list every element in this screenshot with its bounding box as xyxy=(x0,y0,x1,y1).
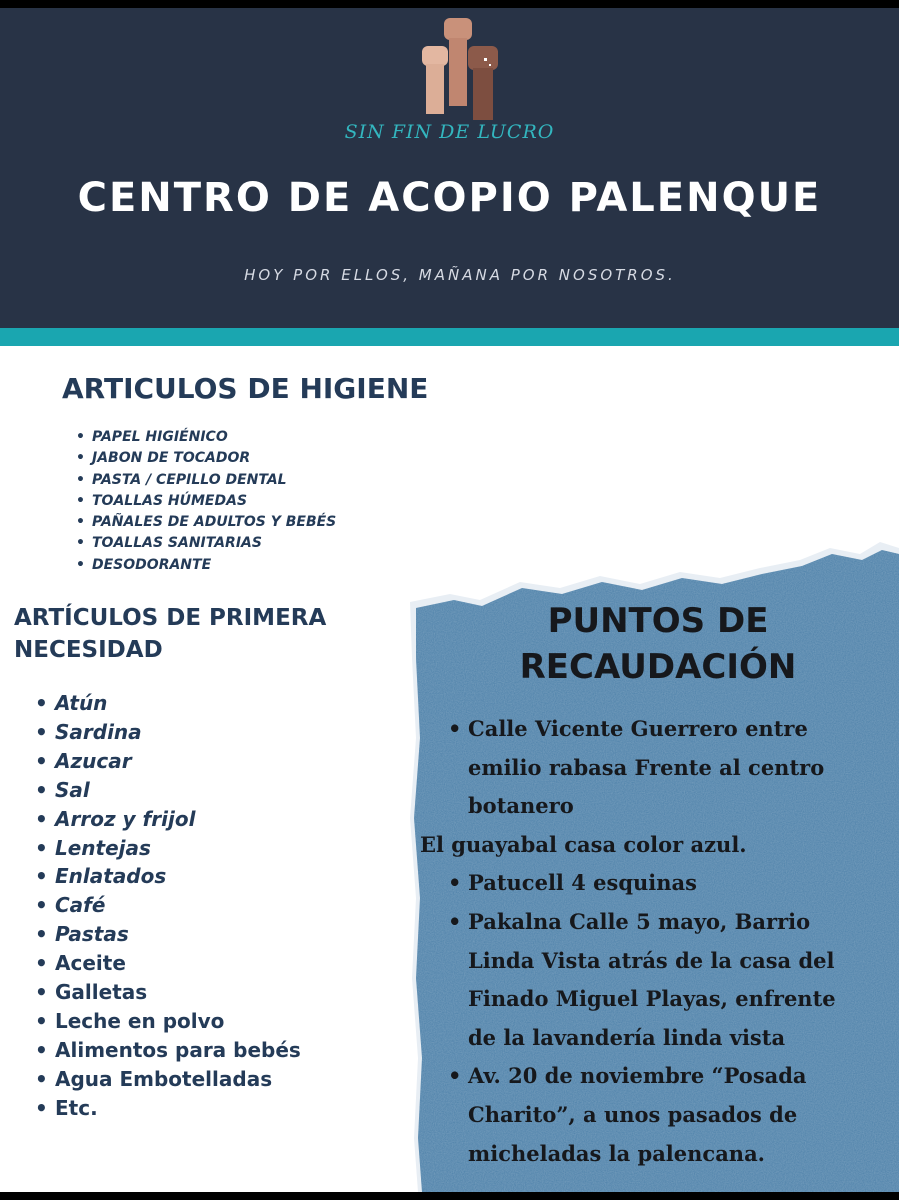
collection-title-line2: RECAUDACIÓN xyxy=(519,647,797,687)
hygiene-section-title: ARTICULOS DE HIGIENE xyxy=(62,372,429,405)
address-line: • Pakalna Calle 5 mayo, Barrio xyxy=(418,903,896,942)
list-item: • Alimentos para bebés xyxy=(55,1036,301,1065)
page-title: CENTRO DE ACOPIO PALENQUE xyxy=(77,175,822,221)
address-line: de la lavandería linda vista xyxy=(468,1024,786,1050)
list-item: • Atún xyxy=(55,689,301,718)
list-item: • Sal xyxy=(55,776,301,805)
list-item: • Pastas xyxy=(55,920,301,949)
list-item: • DESODORANTE xyxy=(92,555,336,576)
collection-points-title xyxy=(416,598,899,690)
address-line: • Calle Vicente Guerrero entre xyxy=(418,710,896,749)
hygiene-list xyxy=(92,427,336,576)
address-line: micheladas la palencana. xyxy=(468,1140,765,1166)
address-line: El guayabal casa color azul. xyxy=(420,831,747,857)
collection-title-line1: PUNTOS DE xyxy=(547,601,769,641)
list-item: • Enlatados xyxy=(55,862,301,891)
header-banner xyxy=(0,8,899,328)
slogan: HOY POR ELLOS, MAÑANA POR NOSOTROS. xyxy=(244,266,676,284)
list-item: • Arroz y frijol xyxy=(55,805,301,834)
list-item: • PAPEL HIGIÉNICO xyxy=(92,427,336,448)
address-line: • Patucell 4 esquinas xyxy=(418,864,896,903)
address-line: Linda Vista atrás de la casa del xyxy=(468,947,835,973)
first-need-section-title xyxy=(14,602,394,666)
list-item: • TOALLAS HÚMEDAS xyxy=(92,491,336,512)
list-item: • PASTA / CEPILLO DENTAL xyxy=(92,470,336,491)
list-item: • Aceite xyxy=(55,949,301,978)
raised-fists-logo xyxy=(416,8,506,120)
list-item: • Galletas xyxy=(55,978,301,1007)
list-item: • JABON DE TOCADOR xyxy=(92,448,336,469)
first-need-list xyxy=(55,689,301,1123)
list-item: • Café xyxy=(55,891,301,920)
collection-points-list xyxy=(418,710,896,1173)
list-item: • Etc. xyxy=(55,1094,301,1123)
list-item: • Lentejas xyxy=(55,834,301,863)
org-tagline: SIN FIN DE LUCRO xyxy=(344,121,555,143)
list-item: • PAÑALES DE ADULTOS Y BEBÉS xyxy=(92,512,336,533)
address-line: Charito”, a unos pasados de xyxy=(468,1101,798,1127)
list-item: • Agua Embotelladas xyxy=(55,1065,301,1094)
address-line: botanero xyxy=(468,793,574,819)
list-item: • Azucar xyxy=(55,747,301,776)
first-need-title-line1: ARTÍCULOS DE PRIMERA xyxy=(14,605,327,631)
address-line: emilio rabasa Frente al centro xyxy=(468,754,825,780)
list-item: • Sardina xyxy=(55,718,301,747)
first-need-title-line2: NECESIDAD xyxy=(14,637,163,663)
address-line: Finado Miguel Playas, enfrente xyxy=(468,986,836,1012)
list-item: • TOALLAS SANITARIAS xyxy=(92,533,336,554)
address-line: • Av. 20 de noviembre “Posada xyxy=(418,1057,896,1096)
list-item: • Leche en polvo xyxy=(55,1007,301,1036)
accent-divider xyxy=(0,328,899,346)
flyer-page xyxy=(0,8,899,1192)
